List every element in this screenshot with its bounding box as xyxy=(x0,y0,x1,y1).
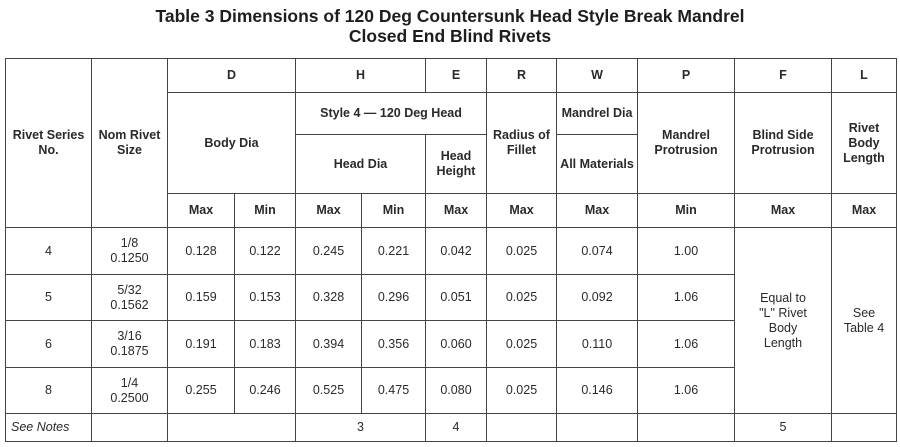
header-f-letter: F xyxy=(735,59,832,93)
limit-cell: Max xyxy=(296,194,362,228)
cell-w-max: 0.092 xyxy=(557,274,638,321)
table-row xyxy=(6,228,897,275)
header-e-letter: E xyxy=(426,59,487,93)
notes-empty-cell xyxy=(92,414,168,442)
cell-nom-size xyxy=(92,321,168,368)
header-nom-rivet-size: Nom Rivet Size xyxy=(92,59,168,228)
header-all-materials: All Materials xyxy=(557,135,638,194)
limit-cell: Max xyxy=(168,194,235,228)
dimensions-table xyxy=(5,58,897,442)
size-fraction: 5/32 xyxy=(117,282,142,297)
header-h-letter: H xyxy=(296,59,426,93)
limit-cell: Min xyxy=(235,194,296,228)
cell-f-value: Equal to "L" Rivet Body Length xyxy=(735,228,832,414)
header-mandrel-protrusion: Mandrel Protrusion xyxy=(638,92,735,194)
cell-h-max: 0.394 xyxy=(296,321,362,368)
size-fraction: 3/16 xyxy=(117,329,142,344)
cell-d-min: 0.183 xyxy=(235,321,296,368)
table-title xyxy=(0,6,900,46)
cell-d-max: 0.255 xyxy=(168,367,235,414)
cell-series: 8 xyxy=(6,367,92,414)
cell-h-max: 0.245 xyxy=(296,228,362,275)
cell-series: 4 xyxy=(6,228,92,275)
cell-p-min: 1.06 xyxy=(638,321,735,368)
cell-r-max: 0.025 xyxy=(487,321,557,368)
limit-cell: Min xyxy=(638,194,735,228)
cell-nom-size xyxy=(92,367,168,414)
cell-r-max: 0.025 xyxy=(487,274,557,321)
cell-d-min: 0.122 xyxy=(235,228,296,275)
size-fraction: 1/8 xyxy=(120,236,139,250)
notes-row xyxy=(6,414,897,442)
cell-h-min: 0.296 xyxy=(362,274,426,321)
header-w-letter: W xyxy=(557,59,638,93)
header-head-height: Head Height xyxy=(426,135,487,194)
size-fraction: 1/4 xyxy=(120,375,139,390)
cell-h-max: 0.525 xyxy=(296,367,362,414)
cell-e-max: 0.080 xyxy=(426,367,487,414)
cell-d-min: 0.246 xyxy=(235,367,296,414)
header-mandrel-dia: Mandrel Dia xyxy=(557,92,638,134)
cell-series: 6 xyxy=(6,321,92,368)
cell-nom-size xyxy=(92,274,168,321)
size-decimal: 0.1562 xyxy=(110,297,149,312)
size-decimal: 0.2500 xyxy=(110,390,149,405)
cell-h-min: 0.475 xyxy=(362,367,426,414)
header-rivet-series: Rivet Series No. xyxy=(6,59,92,228)
limit-cell: Min xyxy=(362,194,426,228)
limit-cell: Max xyxy=(487,194,557,228)
limit-cell: Max xyxy=(557,194,638,228)
cell-r-max: 0.025 xyxy=(487,367,557,414)
notes-empty-cell xyxy=(557,414,638,442)
cell-series: 5 xyxy=(6,274,92,321)
cell-d-max: 0.128 xyxy=(168,228,235,275)
cell-p-min: 1.00 xyxy=(638,228,735,275)
size-decimal: 0.1250 xyxy=(110,251,149,265)
header-head-dia: Head Dia xyxy=(296,135,426,194)
header-radius-of-fillet: Radius of Fillet xyxy=(487,92,557,194)
cell-r-max: 0.025 xyxy=(487,228,557,275)
notes-empty-cell xyxy=(168,414,296,442)
notes-empty-cell xyxy=(487,414,557,442)
limit-cell: Max xyxy=(832,194,897,228)
size-decimal: 0.1875 xyxy=(110,344,149,359)
cell-d-max: 0.159 xyxy=(168,274,235,321)
notes-e-ref: 4 xyxy=(426,414,487,442)
cell-w-max: 0.074 xyxy=(557,228,638,275)
header-p-letter: P xyxy=(638,59,735,93)
notes-f-ref: 5 xyxy=(735,414,832,442)
header-r-letter: R xyxy=(487,59,557,93)
cell-nom-size xyxy=(92,228,168,275)
cell-w-max: 0.110 xyxy=(557,321,638,368)
title-line-2: Closed End Blind Rivets xyxy=(348,26,552,46)
notes-h-ref: 3 xyxy=(296,414,426,442)
cell-e-max: 0.060 xyxy=(426,321,487,368)
header-body-dia: Body Dia xyxy=(168,92,296,194)
notes-empty-cell xyxy=(832,414,897,442)
notes-label: See Notes xyxy=(6,414,92,442)
cell-e-max: 0.051 xyxy=(426,274,487,321)
header-rivet-body-length: Rivet Body Length xyxy=(832,92,897,194)
cell-d-max: 0.191 xyxy=(168,321,235,368)
cell-h-min: 0.356 xyxy=(362,321,426,368)
cell-w-max: 0.146 xyxy=(557,367,638,414)
title-line-1: Table 3 Dimensions of 120 Deg Countersunk Head Style Break Mandrel xyxy=(155,6,745,26)
cell-e-max: 0.042 xyxy=(426,228,487,275)
cell-h-max: 0.328 xyxy=(296,274,362,321)
limit-cell: Max xyxy=(735,194,832,228)
header-d-letter: D xyxy=(168,59,296,93)
header-blind-side-protrusion: Blind Side Protrusion xyxy=(735,92,832,194)
cell-p-min: 1.06 xyxy=(638,274,735,321)
header-l-letter: L xyxy=(832,59,897,93)
cell-h-min: 0.221 xyxy=(362,228,426,275)
cell-p-min: 1.06 xyxy=(638,367,735,414)
limit-cell: Max xyxy=(426,194,487,228)
notes-empty-cell xyxy=(638,414,735,442)
cell-d-min: 0.153 xyxy=(235,274,296,321)
cell-l-value: See Table 4 xyxy=(832,228,897,414)
header-style-4-head: Style 4 — 120 Deg Head xyxy=(296,92,487,134)
